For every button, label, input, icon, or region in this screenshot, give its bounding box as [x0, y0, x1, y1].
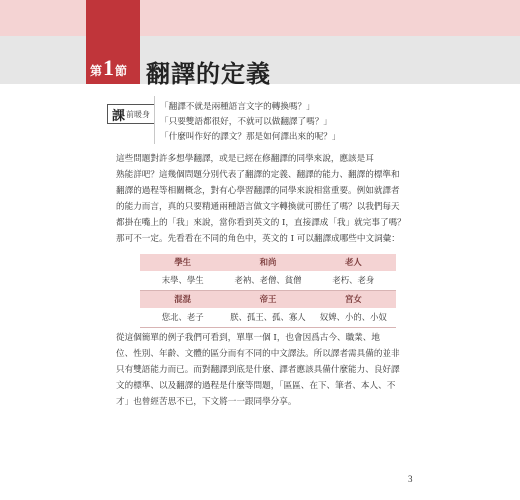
paragraph-line: 都掛在嘴上的「我」來說，當你看到英文的 I，直接譯成「我」就完事了嗎？ — [116, 218, 406, 228]
paragraph-line: 那可不一定。先看看在不同的角色中，英文的 I 可以翻譯成哪些中文詞彙： — [116, 234, 400, 244]
paragraph-line: 才」也曾經苦思不已，下文將一一跟同學分享。 — [116, 397, 297, 407]
paragraph-line: 從這個簡單的例子我們可看到，單單一個 I，也會因爲古今、職業、地 — [116, 333, 380, 343]
table-cell: 老朽、老身 — [311, 271, 396, 291]
table-header-cell: 學生 — [140, 254, 225, 271]
table-cell: 您北、老子 — [140, 308, 225, 328]
table-header-cell: 混混 — [140, 291, 225, 308]
header-pink-band — [0, 0, 520, 36]
paragraph-line: 文的標準、以及翻譯的過程是什麼等問題，「區區、在下、筆者、本人、不 — [116, 381, 396, 391]
section-title: 翻譯的定義 — [146, 59, 271, 88]
paragraph-line: 位、性別、年齡、文體的區分而有不同的中文譯法。所以譯者需具備的並非 — [116, 349, 400, 359]
paragraph-line: 這些問題對許多想學翻譯，或是已經在修翻譯的同學來說，應該是耳 — [116, 154, 374, 164]
table-cell: 奴婢、小的、小奴 — [311, 308, 396, 328]
roles-table — [140, 254, 396, 328]
warmup-badge-small: 前暖身 — [126, 109, 150, 119]
paragraph-2 — [116, 330, 416, 410]
warmup-question: 「翻譯不就是兩種語言文字的轉換嗎？」 — [160, 102, 315, 112]
section-suffix: 節 — [115, 64, 128, 78]
table-header-cell: 帝王 — [225, 291, 310, 308]
section-number: 1 — [103, 55, 115, 80]
warmup-badge — [107, 104, 155, 124]
warmup-question: 「只要雙語都很好，不就可以做翻譯了嗎？」 — [160, 117, 332, 127]
table-header-cell: 老人 — [311, 254, 396, 271]
table-cell: 朕、孤王、孤、寡人 — [225, 308, 310, 328]
paragraph-line: 只有雙語能力而已。而對翻譯到底是什麼、譯者應該具備什麼能力、良好譯 — [116, 365, 400, 375]
paragraph-line: 翻譯的過程等相關概念，對有心學習翻譯的同學來說相當重要。例如就譯者 — [116, 186, 400, 196]
table-header-cell: 和尚 — [225, 254, 310, 271]
paragraph-line: 熟能詳吧？這幾個問題分別代表了翻譯的定義、翻譯的能力、翻譯的標準和 — [116, 170, 400, 180]
page-number: 3 — [408, 474, 413, 484]
warmup-badge-big: 課 — [111, 108, 125, 124]
section-label — [90, 55, 128, 80]
paragraph-line: 的能力而言，真的只要精通兩種語言做文字轉換就可勝任了嗎？以我們每天 — [116, 202, 400, 212]
paragraph-1 — [116, 151, 416, 247]
table-cell: 末學、學生 — [140, 271, 225, 291]
table-cell: 老衲、老僧、貧僧 — [225, 271, 310, 291]
section-prefix: 第 — [90, 64, 103, 78]
table-header-cell: 宮女 — [311, 291, 396, 308]
warmup-question: 「什麼叫作好的譯文？那是如何譯出來的呢？」 — [160, 132, 341, 142]
